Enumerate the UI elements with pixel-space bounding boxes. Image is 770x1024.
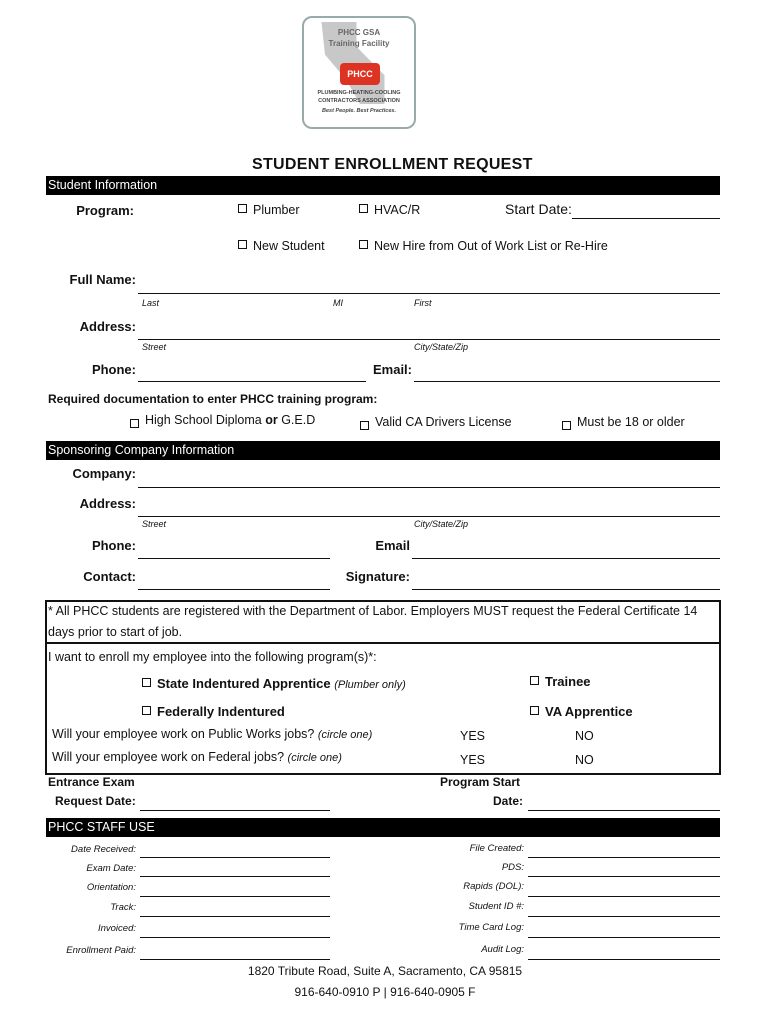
checkbox-icon[interactable] [360, 421, 369, 430]
sponsor-sub-street: Street [142, 519, 167, 529]
entrance-exam-label1: Entrance Exam [48, 775, 135, 789]
staff-right-field[interactable] [528, 857, 720, 858]
staff-right-label: Student ID #: [468, 901, 524, 912]
start-date-label: Start Date: [505, 201, 572, 217]
checkbox-icon[interactable] [530, 706, 539, 715]
va-option[interactable]: VA Apprentice [530, 704, 633, 719]
new-hire-option[interactable]: New Hire from Out of Work List or Re-Hire [359, 239, 608, 253]
checkbox-icon[interactable] [142, 678, 151, 687]
sponsor-address-label: Address: [79, 496, 136, 511]
start-date-field[interactable] [572, 218, 720, 219]
public-works-question: Will your employee work on Public Works jobs? (circle one) [52, 727, 373, 741]
notice-line2: days prior to start of job. [48, 625, 183, 639]
full-name-field[interactable] [138, 293, 720, 294]
sponsor-phone-label: Phone: [91, 538, 136, 553]
company-field[interactable] [138, 487, 720, 488]
sub-city: City/State/Zip [414, 342, 469, 352]
phcc-logo [302, 16, 416, 129]
entrance-exam-label2: Request Date: [55, 794, 136, 808]
sponsor-header: Sponsoring Company Information [46, 441, 720, 460]
address-label: Address: [79, 319, 136, 334]
logo-badge: PHCC [340, 63, 380, 85]
staff-right-field[interactable] [528, 959, 720, 960]
staff-header: PHCC STAFF USE [46, 818, 720, 837]
footer-phone: 916-640-0910 P | 916-640-0905 F [294, 985, 476, 999]
staff-right-field[interactable] [528, 896, 720, 897]
plumber-option[interactable]: Plumber [238, 203, 300, 217]
staff-right-label: Audit Log: [481, 944, 524, 955]
sub-first: First [414, 298, 432, 308]
trainee-option[interactable]: Trainee [530, 674, 591, 689]
state-indentured-option[interactable]: State Indentured Apprentice (Plumber only) [142, 676, 406, 691]
program-start-field[interactable] [528, 810, 720, 811]
phone-field[interactable] [138, 381, 366, 382]
federal-jobs-question: Will your employee work on Federal jobs? (circle one) [52, 750, 342, 764]
staff-left-label: Invoiced: [97, 923, 136, 934]
age-option[interactable]: Must be 18 or older [562, 415, 685, 430]
required-doc-text: Required documentation to enter PHCC training program: [48, 392, 378, 406]
sponsor-email-field[interactable] [412, 558, 720, 559]
sponsor-address-field[interactable] [138, 516, 720, 517]
company-label: Company: [72, 466, 136, 481]
address-field[interactable] [138, 339, 720, 340]
contact-label: Contact: [83, 569, 136, 584]
entrance-exam-field[interactable] [140, 810, 330, 811]
checkbox-icon[interactable] [238, 204, 247, 213]
staff-right-label: PDS: [501, 862, 524, 873]
sub-last: Last [142, 298, 160, 308]
staff-right-label: Rapids (DOL): [463, 881, 524, 892]
checkbox-icon[interactable] [142, 706, 151, 715]
signature-field[interactable] [412, 589, 720, 590]
sponsor-email-label: Email [375, 538, 410, 553]
federal-jobs-no[interactable]: NO [575, 753, 594, 767]
staff-left-field[interactable] [140, 857, 330, 858]
program-start-label1: Program Start [440, 775, 521, 789]
page-title: STUDENT ENROLLMENT REQUEST [252, 156, 533, 173]
hvac-option[interactable]: HVAC/R [359, 203, 420, 217]
sub-street: Street [142, 342, 167, 352]
sponsor-sub-city: City/State/Zip [414, 519, 469, 529]
student-info-header: Student Information [46, 176, 720, 195]
staff-left-label: Date Received: [71, 844, 136, 855]
license-option[interactable]: Valid CA Drivers License [360, 415, 512, 430]
logo-line2: Training Facility [328, 39, 390, 48]
staff-right-field[interactable] [528, 937, 720, 938]
public-works-yes[interactable]: YES [460, 729, 486, 743]
footer-address: 1820 Tribute Road, Suite A, Sacramento, CA 95815 [247, 964, 523, 978]
staff-left-label: Track: [110, 902, 136, 913]
staff-right-field[interactable] [528, 876, 720, 877]
checkbox-icon[interactable] [238, 240, 247, 249]
enroll-text: I want to enroll my employee into the following program(s)*: [48, 650, 377, 664]
staff-left-label: Orientation: [86, 882, 136, 893]
diploma-option[interactable]: High School Diploma or G.E.D [130, 413, 315, 428]
staff-left-field[interactable] [140, 959, 330, 960]
checkbox-icon[interactable] [359, 204, 368, 213]
public-works-no[interactable]: NO [575, 729, 594, 743]
staff-left-field[interactable] [140, 916, 330, 917]
email-field[interactable] [414, 381, 720, 382]
staff-left-field[interactable] [140, 896, 330, 897]
federal-jobs-yes[interactable]: YES [460, 753, 486, 767]
staff-left-field[interactable] [140, 876, 330, 877]
logo-assoc2: CONTRACTORS ASSOCIATION [318, 98, 400, 104]
staff-right-field[interactable] [528, 916, 720, 917]
checkbox-icon[interactable] [130, 419, 139, 428]
federal-option[interactable]: Federally Indentured [142, 704, 285, 719]
staff-left-field[interactable] [140, 937, 330, 938]
sub-mi: MI [333, 298, 343, 308]
email-label: Email: [372, 362, 412, 377]
logo-assoc1: PLUMBING-HEATING-COOLING [317, 90, 401, 96]
notice-line1: * All PHCC students are registered with the Department of Labor. Employers MUST request the Federal Certificate 14 [48, 604, 698, 618]
logo-line1: PHCC GSA [337, 28, 381, 37]
staff-left-label: Enrollment Paid: [66, 945, 136, 956]
program-label: Program: [76, 203, 134, 218]
program-start-label2: Date: [493, 794, 524, 808]
logo-tagline: Best People. Best Practices. [322, 108, 396, 114]
checkbox-icon[interactable] [530, 676, 539, 685]
signature-label: Signature: [345, 569, 410, 584]
phone-label: Phone: [91, 362, 136, 377]
full-name-label: Full Name: [69, 272, 136, 287]
checkbox-icon[interactable] [562, 421, 571, 430]
contact-field[interactable] [138, 589, 330, 590]
staff-right-label: File Created: [469, 843, 524, 854]
staff-left-label: Exam Date: [86, 863, 136, 874]
new-student-option[interactable]: New Student [238, 239, 325, 253]
sponsor-phone-field[interactable] [138, 558, 330, 559]
staff-right-label: Time Card Log: [458, 922, 524, 933]
checkbox-icon[interactable] [359, 240, 368, 249]
